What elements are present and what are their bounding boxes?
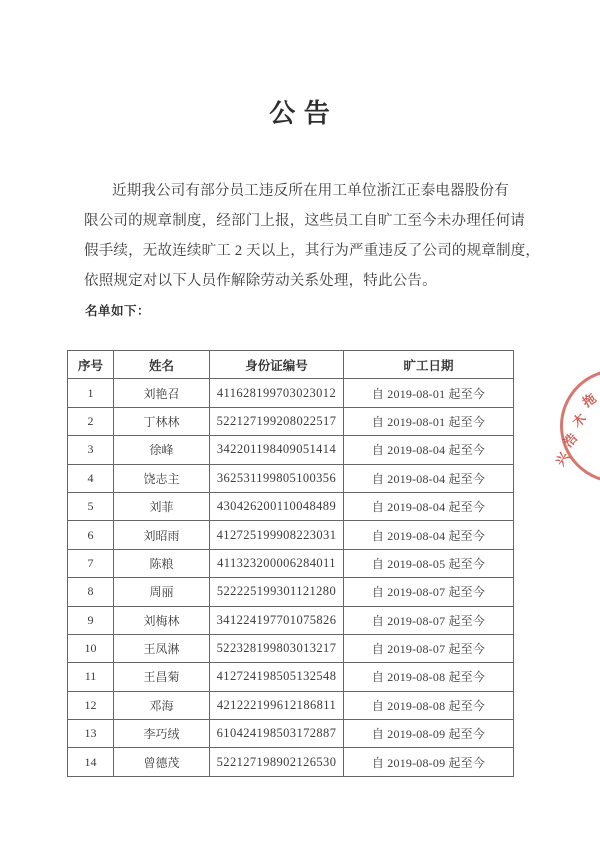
row-index: 4 [68,464,114,492]
row-index: 6 [68,521,114,549]
id-number: 522127199208022517 [210,407,344,435]
id-number: 522127198902126530 [210,748,344,776]
employee-name: 陈粮 [114,549,210,577]
id-number: 610424198503172887 [210,720,344,748]
table-header-row [68,351,514,379]
employee-name: 王昌菊 [114,663,210,691]
col-header-index: 序号 [68,351,114,379]
employee-name: 刘艳召 [114,379,210,407]
seal-char: 拖 [579,390,599,411]
absence-date: 自 2019-08-04 起至今 [344,492,514,520]
absence-date: 自 2019-08-09 起至今 [344,720,514,748]
row-index: 5 [68,492,114,520]
id-number: 421222199612186811 [210,691,344,719]
table-row [68,748,514,776]
employee-name: 丁林林 [114,407,210,435]
employee-name: 刘梅林 [114,606,210,634]
employee-name: 邓海 [114,691,210,719]
table-row [68,634,514,662]
absence-date: 自 2019-08-07 起至今 [344,578,514,606]
notice-body [84,176,541,296]
seal-char: 兴 [552,449,573,469]
notice-body-line: 限公司的规章制度，经部门上报，这些员工自旷工至今未办理任何请 [84,213,525,229]
row-index: 2 [68,407,114,435]
list-label: 名单如下： [85,304,151,318]
employee-table [67,350,514,777]
id-number: 362531199805100356 [210,464,344,492]
table-row [68,549,514,577]
notice-body-line: 依照规定对以下人员作解除劳动关系处理，特此公告。 [84,273,437,289]
employee-name: 李巧绒 [114,720,210,748]
table-row [68,691,514,719]
absence-date: 自 2019-08-04 起至今 [344,464,514,492]
absence-date: 自 2019-08-09 起至今 [344,748,514,776]
col-header-id-number: 身份证编号 [210,351,344,379]
seal-char: 木 [569,410,590,431]
row-index: 11 [68,663,114,691]
id-number: 412725199908223031 [210,521,344,549]
employee-name: 周丽 [114,578,210,606]
table-row [68,379,514,407]
row-index: 10 [68,634,114,662]
employee-name: 王凤淋 [114,634,210,662]
notice-title: 公 告 [269,99,331,128]
id-number: 411628199703023012 [210,379,344,407]
absence-date: 自 2019-08-05 起至今 [344,549,514,577]
table-row [68,606,514,634]
id-number: 411323200006284011 [210,549,344,577]
table-body [68,379,514,776]
id-number: 342201198409051414 [210,436,344,464]
notice-body-line: 近期我公司有部分员工违反所在用工单位浙江正泰电器股份有 [112,183,509,199]
id-number: 522328199803013217 [210,634,344,662]
row-index: 12 [68,691,114,719]
table-row [68,436,514,464]
row-index: 8 [68,578,114,606]
notice-body-line: 假手续，无故连续旷工 2 天以上，其行为严重违反了公司的规章制度， [84,243,541,259]
row-index: 3 [68,436,114,464]
table-row [68,492,514,520]
id-number: 430426200110048489 [210,492,344,520]
table-row [68,663,514,691]
absence-date: 自 2019-08-08 起至今 [344,663,514,691]
absence-date: 自 2019-08-07 起至今 [344,634,514,662]
seal-char: 浩 [560,430,581,451]
absence-date: 自 2019-08-01 起至今 [344,379,514,407]
row-index: 13 [68,720,114,748]
employee-name: 曾德茂 [114,748,210,776]
table-row [68,407,514,435]
row-index: 14 [68,748,114,776]
id-number: 341224197701075826 [210,606,344,634]
table-row [68,578,514,606]
id-number: 412724198505132548 [210,663,344,691]
absence-date: 自 2019-08-08 起至今 [344,691,514,719]
table-row [68,720,514,748]
absence-date: 自 2019-08-04 起至今 [344,436,514,464]
employee-name: 徐峰 [114,436,210,464]
absence-date: 自 2019-08-04 起至今 [344,521,514,549]
col-header-absence-date: 旷工日期 [344,351,514,379]
row-index: 1 [68,379,114,407]
row-index: 9 [68,606,114,634]
employee-name: 刘昭雨 [114,521,210,549]
table-row [68,464,514,492]
absence-date: 自 2019-08-01 起至今 [344,407,514,435]
col-header-name: 姓名 [114,351,210,379]
employee-name: 刘菲 [114,492,210,520]
employee-name: 饶志主 [114,464,210,492]
row-index: 7 [68,549,114,577]
absence-date: 自 2019-08-07 起至今 [344,606,514,634]
table-row [68,521,514,549]
id-number: 522225199301121280 [210,578,344,606]
